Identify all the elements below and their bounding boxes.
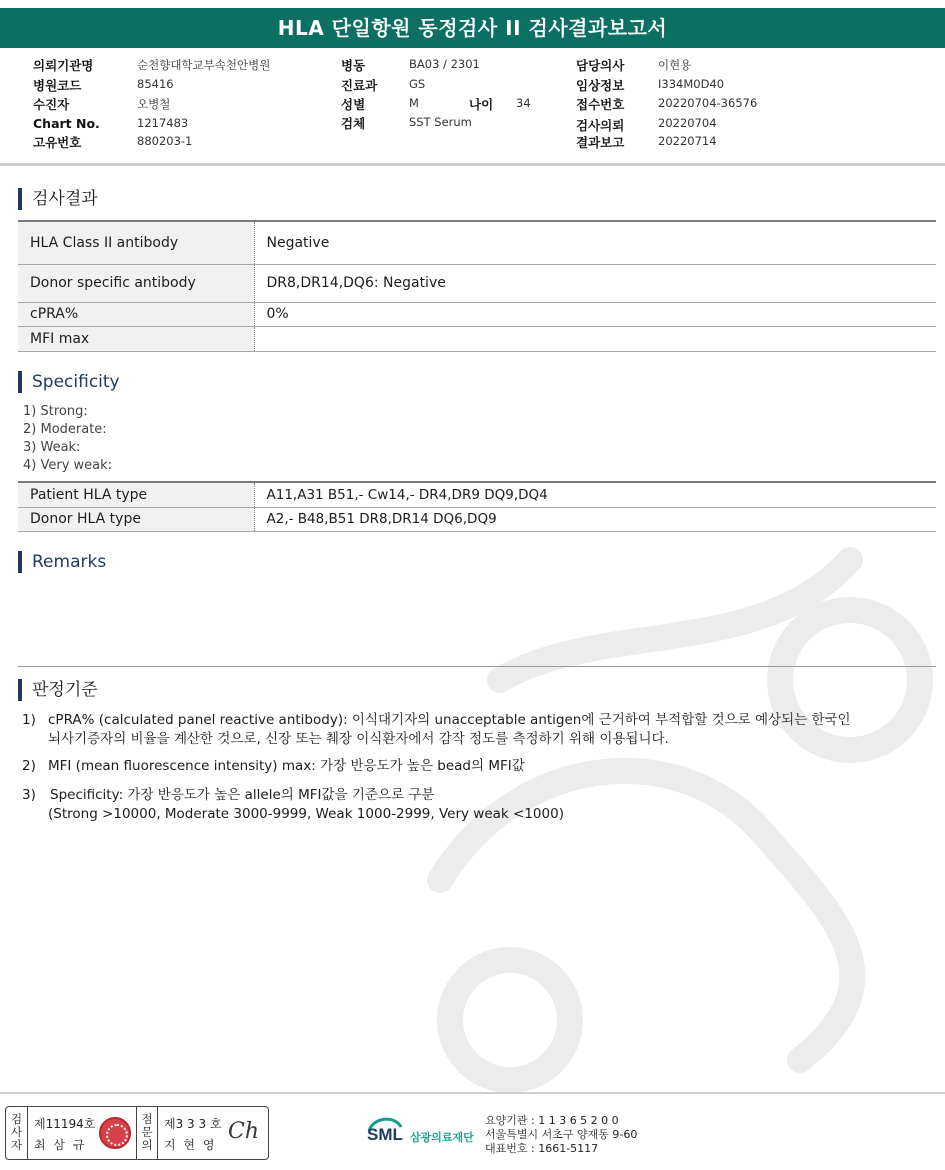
value-sex: M — [409, 96, 419, 110]
label-age: 나이 — [469, 97, 494, 112]
label-chart-no: Chart No. — [33, 116, 100, 131]
value-ward: BA03 / 2301 — [409, 57, 480, 71]
patient-info — [0, 55, 945, 165]
seal-stamp — [99, 1117, 131, 1149]
list-item: 3) Weak: — [23, 440, 81, 455]
value-chart-no: 1217483 — [137, 116, 189, 130]
label-specimen: 검체 — [341, 116, 366, 131]
hla-type-table — [18, 481, 936, 532]
list-item: 2) Moderate: — [23, 422, 107, 437]
label-result-report: 결과보고 — [576, 135, 625, 150]
report-title: HLA 단일항원 동정검사 II 검사결과보고서 — [0, 8, 945, 48]
criteria-heading: 판정기준 — [18, 679, 98, 701]
institution-code: 요양기관 : 1 1 3 6 5 2 0 0 — [485, 1114, 619, 1127]
tester-license-no: 제11194호 — [34, 1117, 96, 1131]
label-test-requested: 검사의뢰 — [576, 118, 625, 133]
label-patient-name: 수진자 — [33, 97, 70, 112]
result-label: Donor specific antibody — [18, 264, 254, 302]
specificity-list — [23, 403, 112, 475]
reviewer-label-text: 점문의 — [141, 1112, 153, 1152]
value-age: 34 — [516, 96, 531, 110]
remarks-divider — [18, 666, 936, 667]
tester-name: 최 삼 규 — [34, 1138, 87, 1152]
label-physician: 담당의사 — [576, 58, 625, 73]
criteria-text: cPRA% (calculated panel reactive antibody): 이식대기자의 unacceptable antigen에 근거하여 부적합할 것으로 예상되는 한국인 — [48, 712, 851, 728]
criteria-text: Specificity: 가장 반응도가 높은 allele의 MFI값을 기준으로 구분 — [50, 787, 435, 803]
label-ward: 병동 — [341, 58, 366, 73]
table-row — [18, 302, 936, 326]
table-row — [18, 507, 936, 531]
reviewer-label — [136, 1107, 158, 1159]
criteria-item — [22, 786, 922, 826]
table-row — [18, 326, 936, 351]
value-test-requested: 20220704 — [658, 116, 717, 130]
criteria-item — [22, 711, 922, 751]
label-clinical-info: 임상정보 — [576, 78, 625, 93]
org-name: 삼광의료재단 — [410, 1131, 474, 1144]
result-value: 0% — [254, 302, 936, 326]
label-department: 진료과 — [341, 78, 378, 93]
hla-value: A2,- B48,B51 DR8,DR14 DQ6,DQ9 — [254, 507, 936, 531]
company-info — [485, 1114, 637, 1156]
result-value: DR8,DR14,DQ6: Negative — [254, 264, 936, 302]
footer-divider — [0, 1092, 945, 1094]
logo-text: SML — [367, 1125, 403, 1144]
hla-label: Patient HLA type — [18, 482, 254, 507]
value-unique-number: 880203-1 — [137, 134, 193, 148]
tester-label — [6, 1107, 28, 1159]
result-label: HLA Class II antibody — [18, 221, 254, 264]
label-requesting-institution: 의뢰기관명 — [33, 58, 94, 73]
result-value: Negative — [254, 221, 936, 264]
value-receipt-number: 20220704-36576 — [658, 96, 758, 110]
value-patient-name: 오병철 — [137, 97, 171, 111]
results-heading: 검사결과 — [18, 188, 98, 210]
hla-value: A11,A31 B51,- Cw14,- DR4,DR9 DQ9,DQ4 — [254, 482, 936, 507]
company-phone: 대표번호 : 1661-5117 — [485, 1142, 599, 1155]
value-physician: 이현용 — [658, 58, 692, 72]
table-row — [18, 221, 936, 264]
label-hospital-code: 병원코드 — [33, 78, 82, 93]
criteria-text: MFI (mean fluorescence intensity) max: 가장 반응도가 높은 bead의 MFI값 — [48, 758, 525, 774]
result-label: MFI max — [18, 326, 254, 351]
results-table — [18, 220, 936, 352]
value-requesting-institution: 순천향대학교부속천안병원 — [137, 58, 271, 72]
label-receipt-number: 접수번호 — [576, 97, 625, 112]
signature-box — [5, 1106, 269, 1160]
criteria-item — [22, 757, 922, 777]
criteria-number: 3) — [22, 787, 36, 803]
list-item: 4) Very weak: — [23, 458, 113, 473]
value-hospital-code: 85416 — [137, 77, 174, 91]
label-unique-number: 고유번호 — [33, 135, 82, 150]
hla-label: Donor HLA type — [18, 507, 254, 531]
value-result-report: 20220714 — [658, 134, 717, 148]
table-row — [18, 264, 936, 302]
reviewer-name: 지 현 영 — [164, 1138, 217, 1152]
criteria-number: 1) — [22, 712, 36, 728]
remarks-heading: Remarks — [18, 551, 106, 573]
company-address: 서울특별시 서초구 양재동 9-60 — [485, 1128, 638, 1141]
result-value — [254, 326, 936, 351]
reviewer-license-no: 제3 3 3 호 — [164, 1117, 222, 1131]
value-department: GS — [409, 77, 426, 91]
value-specimen: SST Serum — [409, 115, 472, 129]
sml-logo — [365, 1113, 485, 1153]
criteria-text: (Strong >10000, Moderate 3000-9999, Weak 1000-2999, Very weak <1000) — [48, 806, 564, 822]
specificity-heading: Specificity — [18, 371, 120, 393]
value-clinical-info: I334M0D40 — [658, 77, 725, 91]
info-divider — [0, 163, 945, 166]
tester-label-text: 검사자 — [10, 1112, 23, 1152]
list-item: 1) Strong: — [23, 404, 88, 419]
label-sex: 성별 — [341, 97, 366, 112]
table-row — [18, 482, 936, 507]
result-label: cPRA% — [18, 302, 254, 326]
criteria-text: 뇌사기증자의 비율을 계산한 것으로, 신장 또는 췌장 이식환자에서 감작 정도를 측정하기 위해 이용됩니다. — [48, 731, 669, 747]
criteria-number: 2) — [22, 758, 36, 774]
signature: Ch — [228, 1119, 260, 1144]
